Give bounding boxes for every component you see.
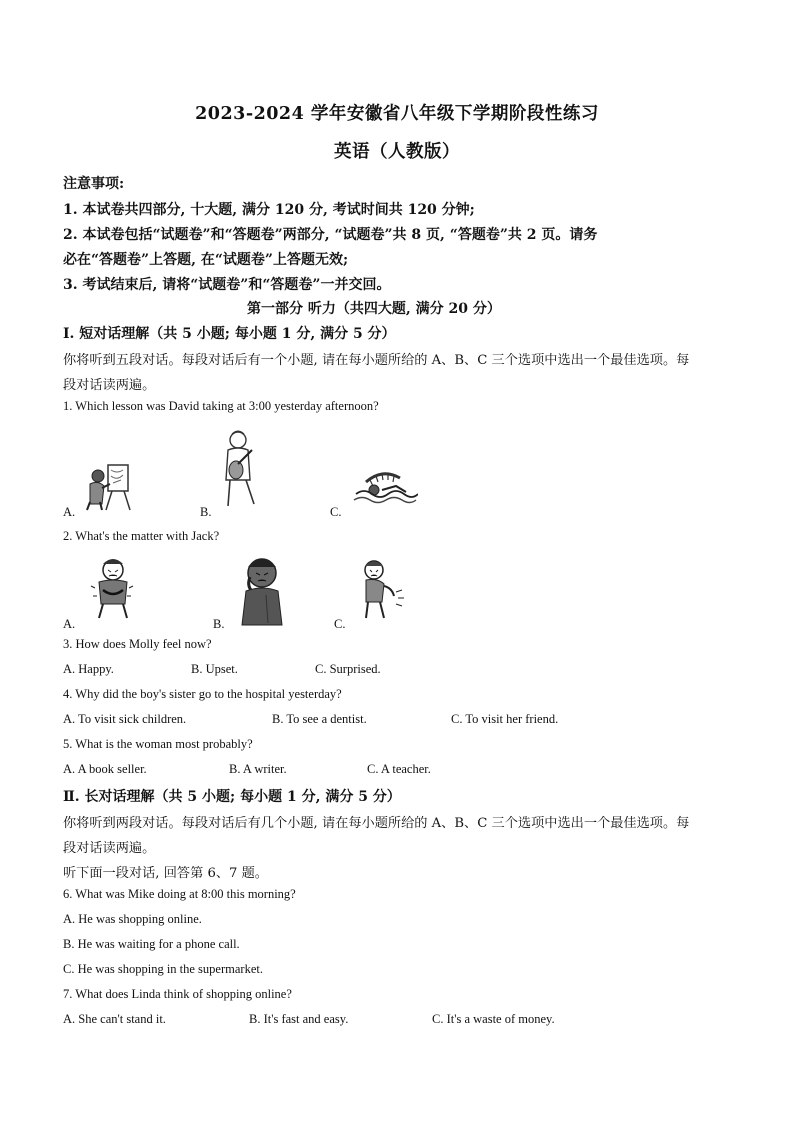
notice-item-3: 3. 考试结束后, 请将“试题卷”和“答题卷”一并交回。: [63, 277, 391, 293]
q6-option-a: A. He was shopping online.: [63, 912, 202, 926]
q1-label-c: C.: [330, 505, 342, 519]
q1-label-b: B.: [200, 505, 212, 519]
exam-title: 2023-2024 学年安徽省八年级下学期阶段性练习: [195, 104, 599, 124]
q2-question: 2. What's the matter with Jack?: [63, 529, 220, 543]
q7-option-c: C. It's a waste of money.: [432, 1012, 555, 1026]
q3-option-a: A. Happy.: [63, 662, 114, 676]
notice-item-1: 1. 本试卷共四部分, 十大题, 满分 120 分, 考试时间共 120 分钟;: [63, 202, 475, 218]
q6-option-b: B. He was waiting for a phone call.: [63, 937, 240, 951]
q3-question: 3. How does Molly feel now?: [63, 637, 212, 651]
toothache-boy-icon: [236, 553, 290, 627]
stomachache-boy-icon: [87, 556, 139, 622]
q2-label-a: A.: [63, 617, 76, 631]
dialog-intro: 听下面一段对话, 回答第 6、7 题。: [63, 866, 268, 881]
exam-subtitle: 英语（人教版）: [334, 142, 460, 162]
q4-option-a: A. To visit sick children.: [63, 712, 187, 726]
notice-heading: 注意事项:: [63, 176, 125, 192]
q1-question: 1. Which lesson was David taking at 3:00 yesterday afternoon?: [63, 399, 379, 413]
q2-label-c: C.: [334, 617, 346, 631]
notice-item-2-line-1: 2. 本试卷包括“试题卷”和“答题卷”两部分, “试题卷”共 8 页, “答题卷”共 2 页。请务: [63, 227, 598, 243]
section1-heading: I. 短对话理解（共 5 小题; 每小题 1 分, 满分 5 分）: [63, 326, 396, 342]
q5-option-b: B. A writer.: [229, 762, 287, 776]
q3-option-b: B. Upset.: [191, 662, 238, 676]
hurt-back-boy-icon: [354, 558, 408, 622]
q2-label-b: B.: [213, 617, 225, 631]
q4-option-b: B. To see a dentist.: [272, 712, 367, 726]
q7-option-a: A. She can't stand it.: [63, 1012, 166, 1026]
q5-option-a: A. A book seller.: [63, 762, 147, 776]
q3-option-c: C. Surprised.: [315, 662, 381, 676]
q4-question: 4. Why did the boy's sister go to the hospital yesterday?: [63, 687, 342, 701]
notice-item-2-line-2: 必在“答题卷”上答题, 在“试题卷”上答题无效;: [63, 252, 349, 268]
section1-instruction-line-2: 段对话读两遍。: [63, 378, 156, 393]
part1-heading: 第一部分 听力（共四大题, 满分 20 分）: [247, 301, 501, 317]
q6-question: 6. What was Mike doing at 8:00 this morning?: [63, 887, 296, 901]
swimmer-icon: [352, 468, 418, 506]
section1-instruction-line-1: 你将听到五段对话。每段对话后有一个小题, 请在每小题所给的 A、B、C 三个选项中选出一个最佳选项。每: [63, 353, 690, 368]
section2-heading: Ⅱ. 长对话理解（共 5 小题; 每小题 1 分, 满分 5 分）: [63, 789, 401, 805]
q1-label-a: A.: [63, 505, 76, 519]
guitar-player-icon: [216, 428, 264, 510]
q7-option-b: B. It's fast and easy.: [249, 1012, 349, 1026]
q5-option-c: C. A teacher.: [367, 762, 431, 776]
q5-question: 5. What is the woman most probably?: [63, 737, 253, 751]
section2-instruction-line-2: 段对话读两遍。: [63, 841, 156, 856]
q4-option-c: C. To visit her friend.: [451, 712, 559, 726]
q6-option-c: C. He was shopping in the supermarket.: [63, 962, 263, 976]
painting-boy-icon: [80, 462, 138, 512]
q7-question: 7. What does Linda think of shopping online?: [63, 987, 292, 1001]
section2-instruction-line-1: 你将听到两段对话。每段对话后有几个小题, 请在每小题所给的 A、B、C 三个选项中选出一个最佳选项。每: [63, 816, 690, 831]
